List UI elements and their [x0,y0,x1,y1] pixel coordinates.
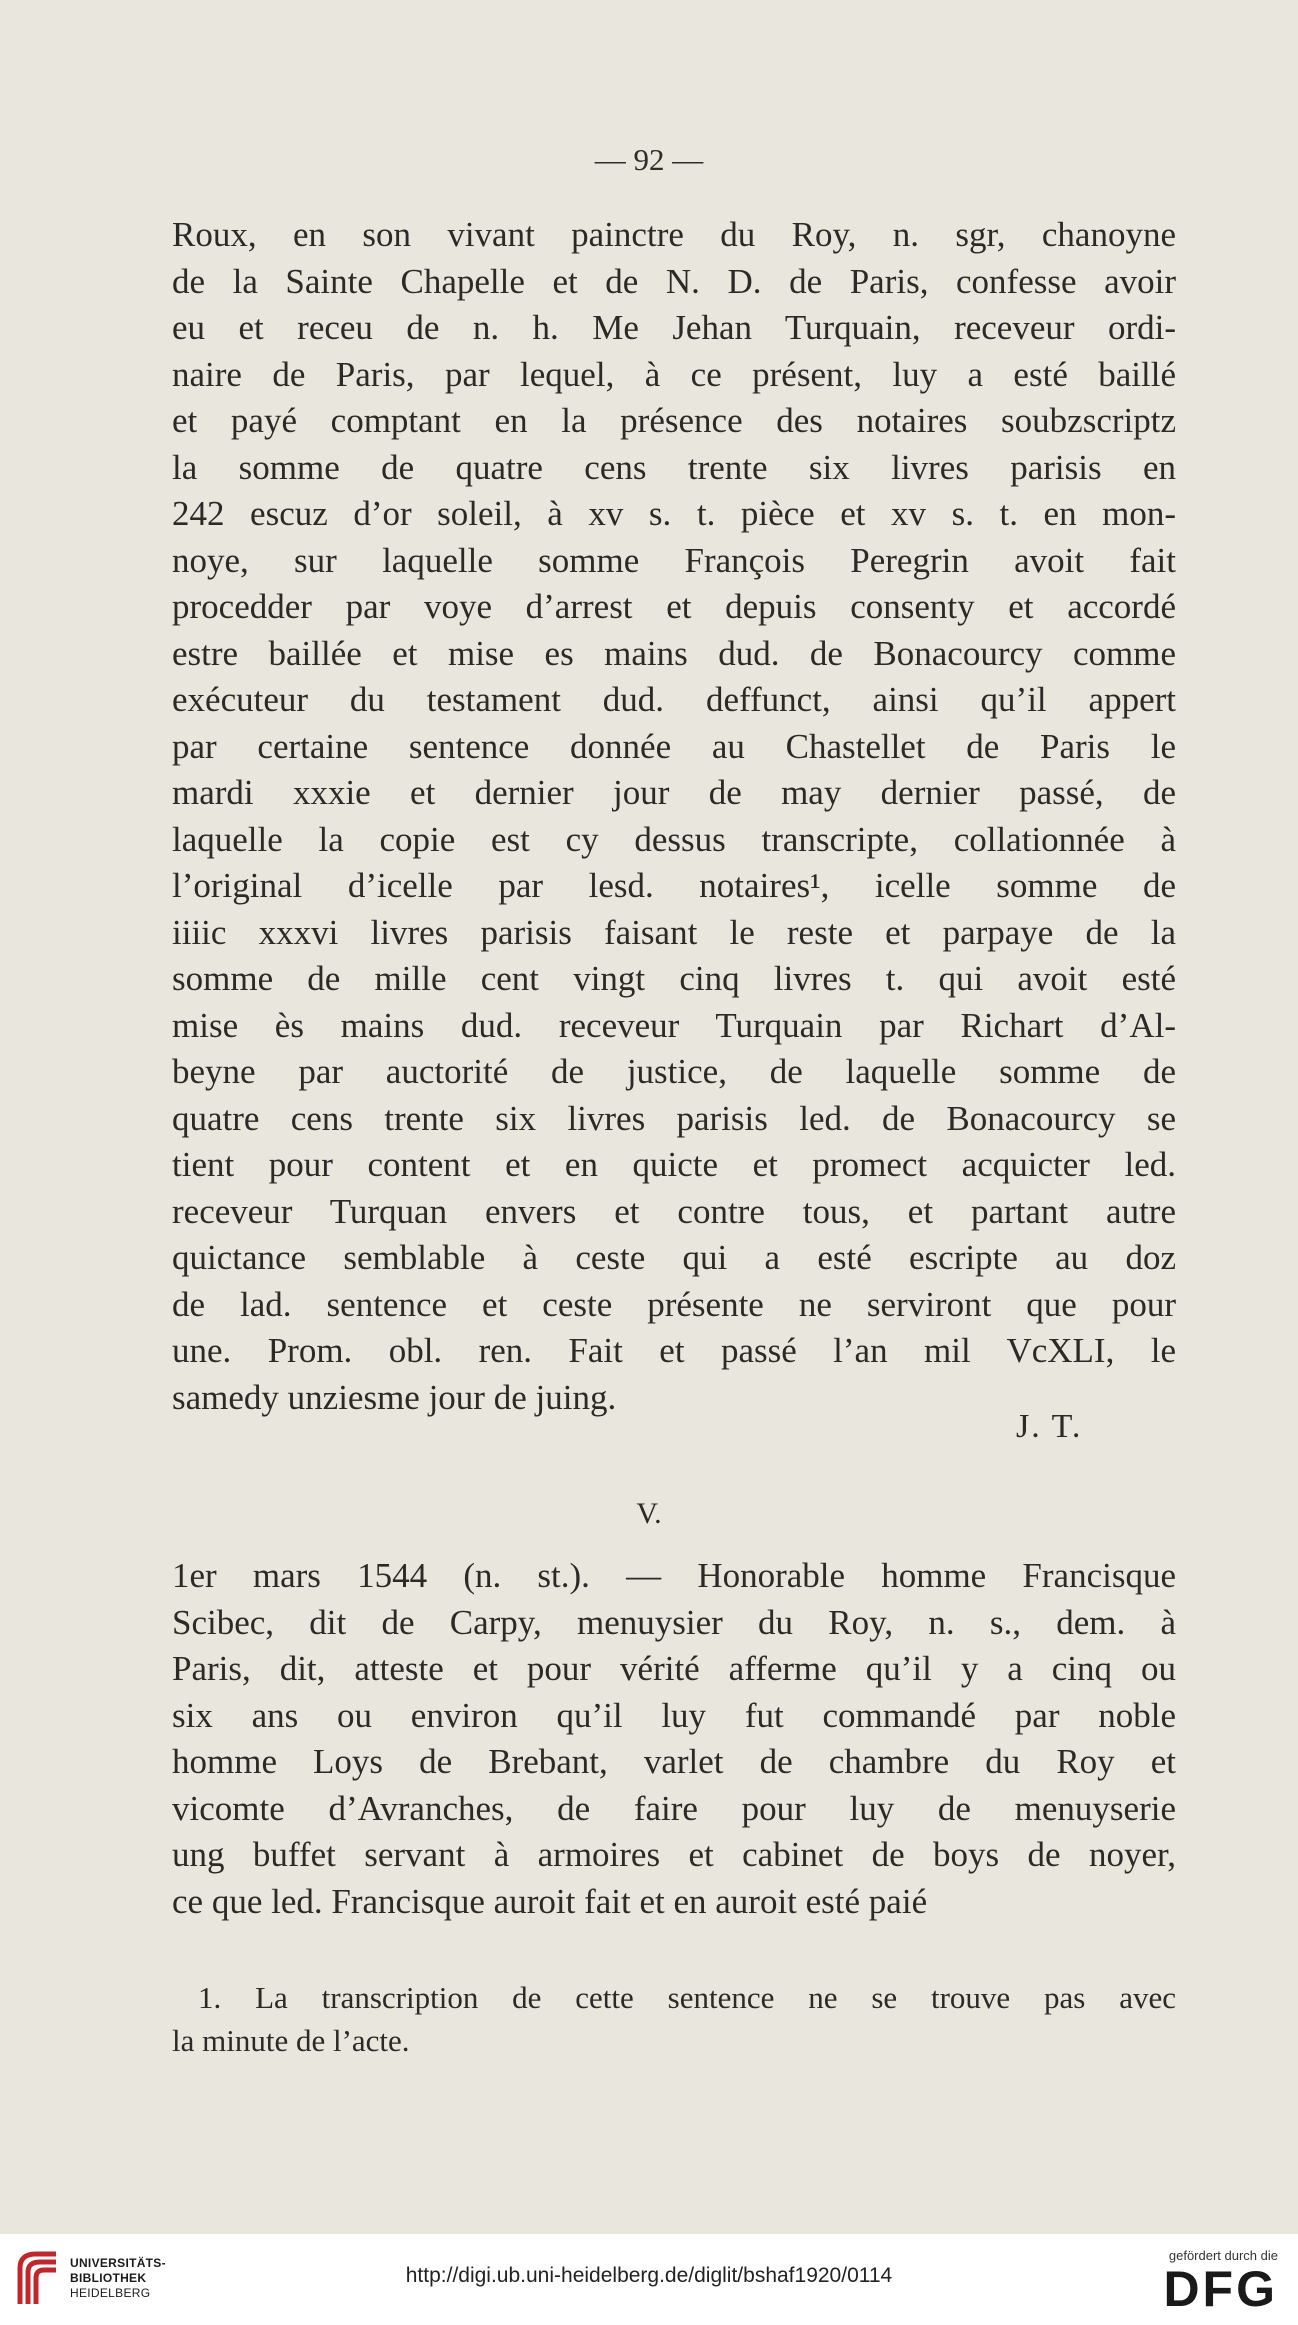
text-line: et payé comptant en la présence des notaires soubzscriptz [172,401,1176,440]
text-line: l’original d’icelle par lesd. notaires¹, icelle somme de [172,866,1176,905]
text-line: une. Prom. obl. ren. Fait et passé l’an mil VcXLI, le [172,1331,1176,1370]
text-line: Paris, dit, atteste et pour vérité afferme qu’il y a cinq ou [172,1649,1176,1688]
text-line: la minute de l’acte. [172,2023,410,2058]
text-line: ung buffet servant à armoires et cabinet de boys de noyer, [172,1835,1176,1874]
text-line: homme Loys de Brebant, varlet de chambre du Roy et [172,1742,1176,1781]
text-line: iiiic xxxvi livres parisis faisant le reste et parpaye de la [172,912,1176,952]
text-line: 242 escuz d’or soleil, à xv s. t. pièce et xv s. t. en mon- [172,494,1176,533]
source-url[interactable]: http://digi.ub.uni-heidelberg.de/diglit/bshaf1920/0114 [405,2264,893,2287]
text-line: samedy unziesme jour de juing. [172,1377,617,1417]
text-line: la somme de quatre cens trente six livres parisis en [172,447,1176,487]
logo-line-3: HEIDELBERG [70,2286,151,2300]
dfg-logo: DFG [1163,2261,1278,2317]
signature-initials: J. T. [1016,1408,1083,1445]
text-line: Roux, en son vivant painctre du Roy, n. sgr, chanoyne [172,215,1176,254]
text-line: beyne par auctorité de justice, de laquelle somme de [172,1052,1176,1091]
section-heading: V. [636,1497,662,1530]
text-line: par certaine sentence donnée au Chastellet de Paris le [172,726,1176,766]
text-line: exécuteur du testament dud. deffunct, ainsi qu’il appert [172,680,1176,719]
footer-bar [0,2234,1298,2325]
footnote [172,1976,1176,2062]
text-line: estre baillée et mise es mains dud. de Bonacourcy comme [172,633,1176,673]
text-line: six ans ou environ qu’il luy fut commandé par noble [172,1695,1176,1735]
text-line: mise ès mains dud. receveur Turquain par Richart d’Al- [172,1005,1176,1045]
text-line: naire de Paris, par lequel, à ce présent, luy a esté baillé [172,354,1176,394]
text-line: mardi xxxie et dernier jour de may dernier passé, de [172,773,1176,812]
text-line: laquelle la copie est cy dessus transcripte, collationnée à [172,819,1176,859]
text-line: eu et receu de n. h. Me Jehan Turquain, receveur ordi- [172,308,1176,347]
funded-by-label: gefördert durch die [1168,2248,1278,2263]
text-line: de lad. sentence et ceste présente ne serviront que pour [172,1284,1176,1324]
logo-line-1: UNIVERSITÄTS- [70,2256,166,2270]
text-line: Scibec, dit de Carpy, menuysier du Roy, n. s., dem. à [172,1602,1176,1642]
paragraph-main [172,212,1176,1421]
logo-line-2: BIBLIOTHEK [70,2271,147,2285]
text-line: somme de mille cent vingt cinq livres t. qui avoit esté [172,959,1176,998]
text-line: 1er mars 1544 (n. st.). — Honorable homme Francisque [172,1556,1176,1595]
text-line: ce que led. Francisque auroit fait et en auroit esté paié [172,1881,928,1921]
text-line: procedder par voye d’arrest et depuis consenty et accordé [172,587,1176,626]
text-line: receveur Turquan envers et contre tous, et partant autre [172,1191,1176,1231]
text-line: noye, sur laquelle somme François Peregrin avoit fait [172,540,1176,580]
text-line: de la Sainte Chapelle et de N. D. de Paris, confesse avoir [172,261,1176,301]
text-line: 1. La transcription de cette sentence ne se trouve pas avec [198,1980,1176,2015]
paragraph-entry-v [172,1553,1176,1925]
text-line: quatre cens trente six livres parisis led. de Bonacourcy se [172,1098,1176,1138]
page-number: — 92 — [594,142,704,177]
text-line: tient pour content et en quicte et promect acquicter led. [172,1145,1176,1184]
text-line: quictance semblable à ceste qui a esté escripte au doz [172,1238,1176,1277]
text-line: vicomte d’Avranches, de faire pour luy de menuyserie [172,1788,1176,1828]
